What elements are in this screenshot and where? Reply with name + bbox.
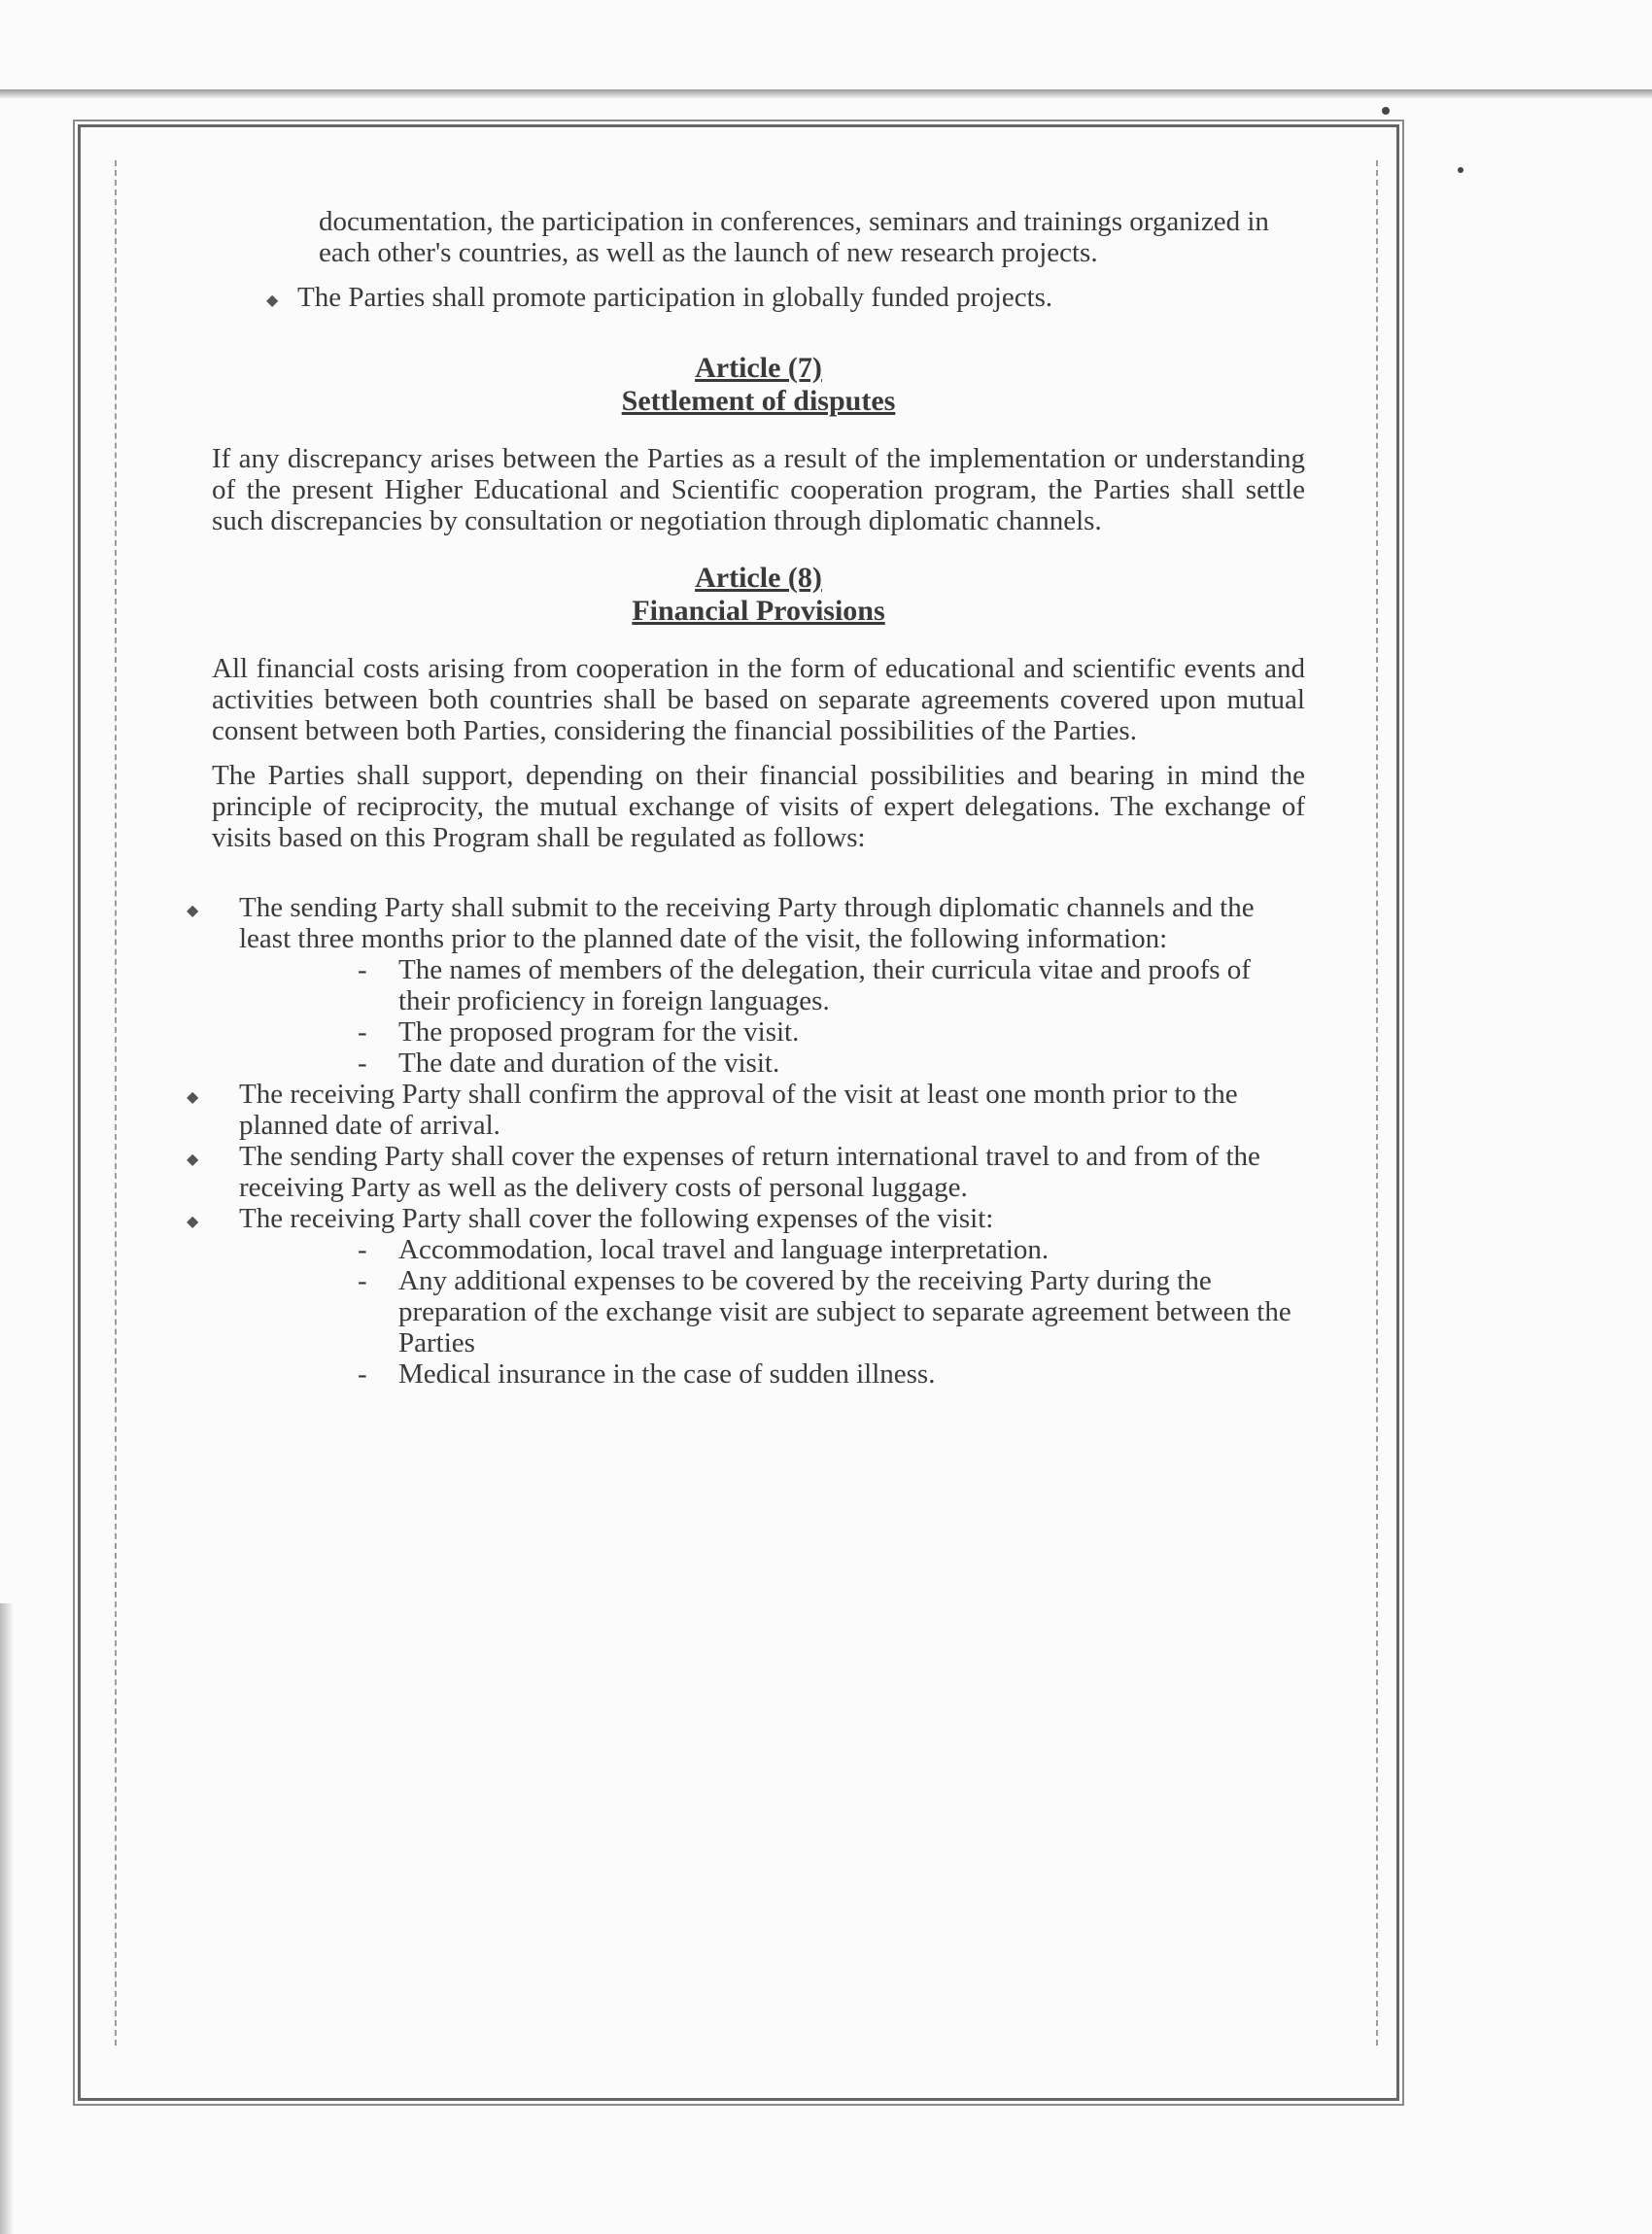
article-7-number: Article (7) [695,352,822,384]
bullet-text: The sending Party shall cover the expenses of return international travel to and from of the receiving Party as well as the delivery costs of personal luggage. [239,1141,1260,1203]
article-8-bullet-item [187,1203,1305,1390]
sub-item-text: Medical insurance in the case of sudden illness. [398,1358,936,1390]
bullet-icon: ◆ [187,1089,199,1106]
article-8-number: Article (8) [695,562,822,594]
scan-shadow-left [0,1603,14,2234]
intro-bullet-list [212,282,1305,313]
sub-item-text: The date and duration of the visit. [398,1048,780,1079]
bullet-icon: ◆ [187,1214,199,1230]
article-8-bullet-list [56,892,1305,1390]
sub-item-list [299,954,1305,1079]
article-8-bullet-item [187,892,1305,1079]
sub-item [358,1234,1305,1265]
article-8-bullet-item [187,1141,1305,1203]
scan-speck [1382,107,1390,115]
sub-item-text: Accommodation, local travel and language interpretation. [398,1234,1050,1265]
article-7-text: If any discrepancy arises between the Parties as a result of the implementation or understanding of the present Higher Educational and Scientific cooperation program, the Parties shall settle such discrepancies by consultation or negotiation through diplomatic channels. [212,443,1305,536]
article-8-paragraph-1: All financial costs arising from cooperation in the form of educational and scientific events and activities between both countries shall be based on separate agreements covered upon mutual consent between both Parties, considering the financial possibilities of the Parties. [212,653,1305,746]
bullet-icon: ◆ [266,292,279,309]
dash-icon: - [358,1234,367,1265]
intro-continuation: documentation, the participation in conferences, seminars and trainings organized in each other's countries, as well as the launch of new research projects. [319,206,1269,268]
bullet-icon: ◆ [187,903,199,919]
dash-icon: - [358,1048,367,1079]
scan-speck [1458,167,1463,173]
sub-item [358,1358,1305,1390]
dash-icon: - [358,1265,367,1296]
intro-bullet-item [212,282,1305,313]
sub-item [358,1016,1305,1048]
article-8-title: Financial Provisions [632,595,885,627]
intro-bullet-text: The Parties shall promote participation in globally funded projects. [297,282,1053,313]
dash-icon: - [358,954,367,985]
article-7-title: Settlement of disputes [621,385,896,417]
sub-item [358,1048,1305,1079]
article-8-bullet-item [187,1079,1305,1141]
bullet-text: The sending Party shall submit to the receiving Party through diplomatic channels and the least three months prior to the planned date of the visit, the following information: [239,892,1255,954]
scan-shadow-top [0,89,1652,99]
sub-item-text: The names of members of the delegation, their curricula vitae and proofs of their proficiency in foreign languages. [398,954,1251,1016]
article-8-paragraph-2: The Parties shall support, depending on their financial possibilities and bearing in mind the principle of reciprocity, the mutual exchange of visits of expert delegations. The exchange of visits based on this Program shall be regulated as follows: [212,760,1305,853]
dash-icon: - [358,1358,367,1390]
document-page [187,206,1305,1390]
bullet-text: The receiving Party shall confirm the approval of the visit at least one month prior to the planned date of arrival. [239,1079,1238,1141]
dash-icon: - [358,1016,367,1048]
sub-item-text: Any additional expenses to be covered by the receiving Party during the preparation of the exchange visit are subject to separate agreement between the Parties [398,1265,1291,1358]
sub-item-list [299,1234,1305,1390]
sub-item-text: The proposed program for the visit. [398,1016,800,1048]
bullet-text: The receiving Party shall cover the following expenses of the visit: [239,1203,994,1234]
sub-item [358,954,1305,1016]
sub-item [358,1265,1305,1358]
bullet-icon: ◆ [187,1151,199,1168]
